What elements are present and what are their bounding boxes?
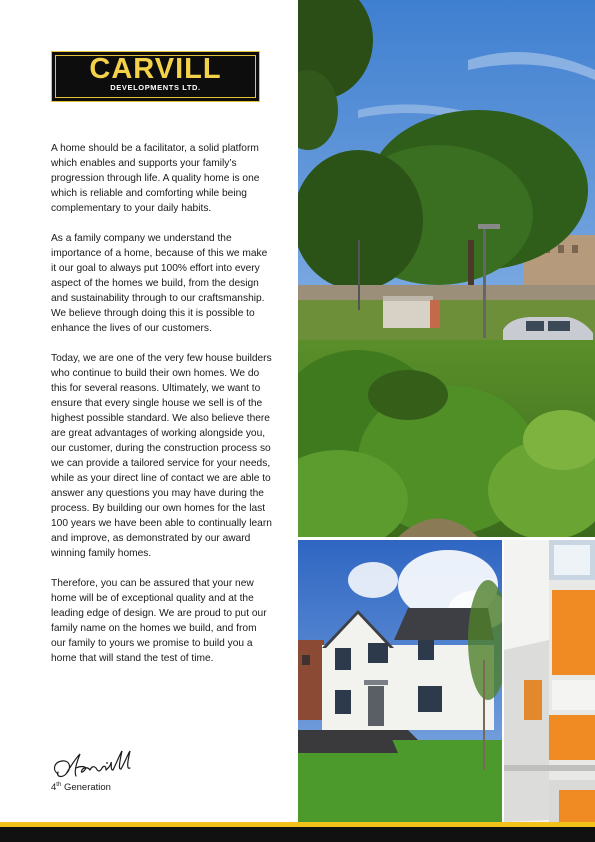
logo-subtitle: DEVELOPMENTS LTD. xyxy=(110,83,201,92)
logo-wordmark: CARVILL xyxy=(89,53,222,85)
body-copy xyxy=(51,141,273,681)
interior-illustration xyxy=(504,540,595,822)
landscape-illustration xyxy=(298,0,595,537)
paragraph: A home should be a facilitator, a solid platform which enables and supports your family’s progression through life. A quality home is one which is reliable and comforting while being complementary to your daily habits. xyxy=(51,143,260,214)
text-column xyxy=(0,0,297,822)
house-photo xyxy=(298,540,502,822)
interior-photo xyxy=(504,540,595,822)
paragraph: As a family company we understand the importance of a home, because of this we make it our goal to always put 100% effort into every aspect of the homes we build, from the design and sustainability through to our craftsmanship. We believe through doing this it is possible to enhance the lives of our customers. xyxy=(51,233,268,334)
generation-suffix: th xyxy=(56,782,62,788)
house-illustration xyxy=(298,540,502,822)
handwritten-signature xyxy=(50,748,150,782)
generation-caption xyxy=(51,782,111,793)
footer-bar xyxy=(0,827,595,842)
generation-label: Generation xyxy=(61,782,111,794)
carvill-logo xyxy=(51,51,260,102)
generation-number: 4 xyxy=(51,782,57,794)
landscape-photo xyxy=(298,0,595,537)
paragraph: Therefore, you can be assured that your new home will be of exceptional quality and at the leading edge of design. We are proud to put our family name on the homes we build, and from our family to yours we promise to build you a home that will stand the test of time. xyxy=(51,578,267,664)
paragraph: Today, we are one of the very few house builders who continue to build their own homes. We do this for several reasons. Ultimately, we want to ensure that every single house we sell is of the highest possible standard. We also believe there are great advantages of working alongside you, our customer, during the construction process so we can provide a tailored service for your needs, while as your direct line of contact we are able to answer any questions you may have during the process. By building our own homes for the last 100 years we have been able to continually learn and improve, as demonstrated by our award winning family homes. xyxy=(51,353,272,559)
